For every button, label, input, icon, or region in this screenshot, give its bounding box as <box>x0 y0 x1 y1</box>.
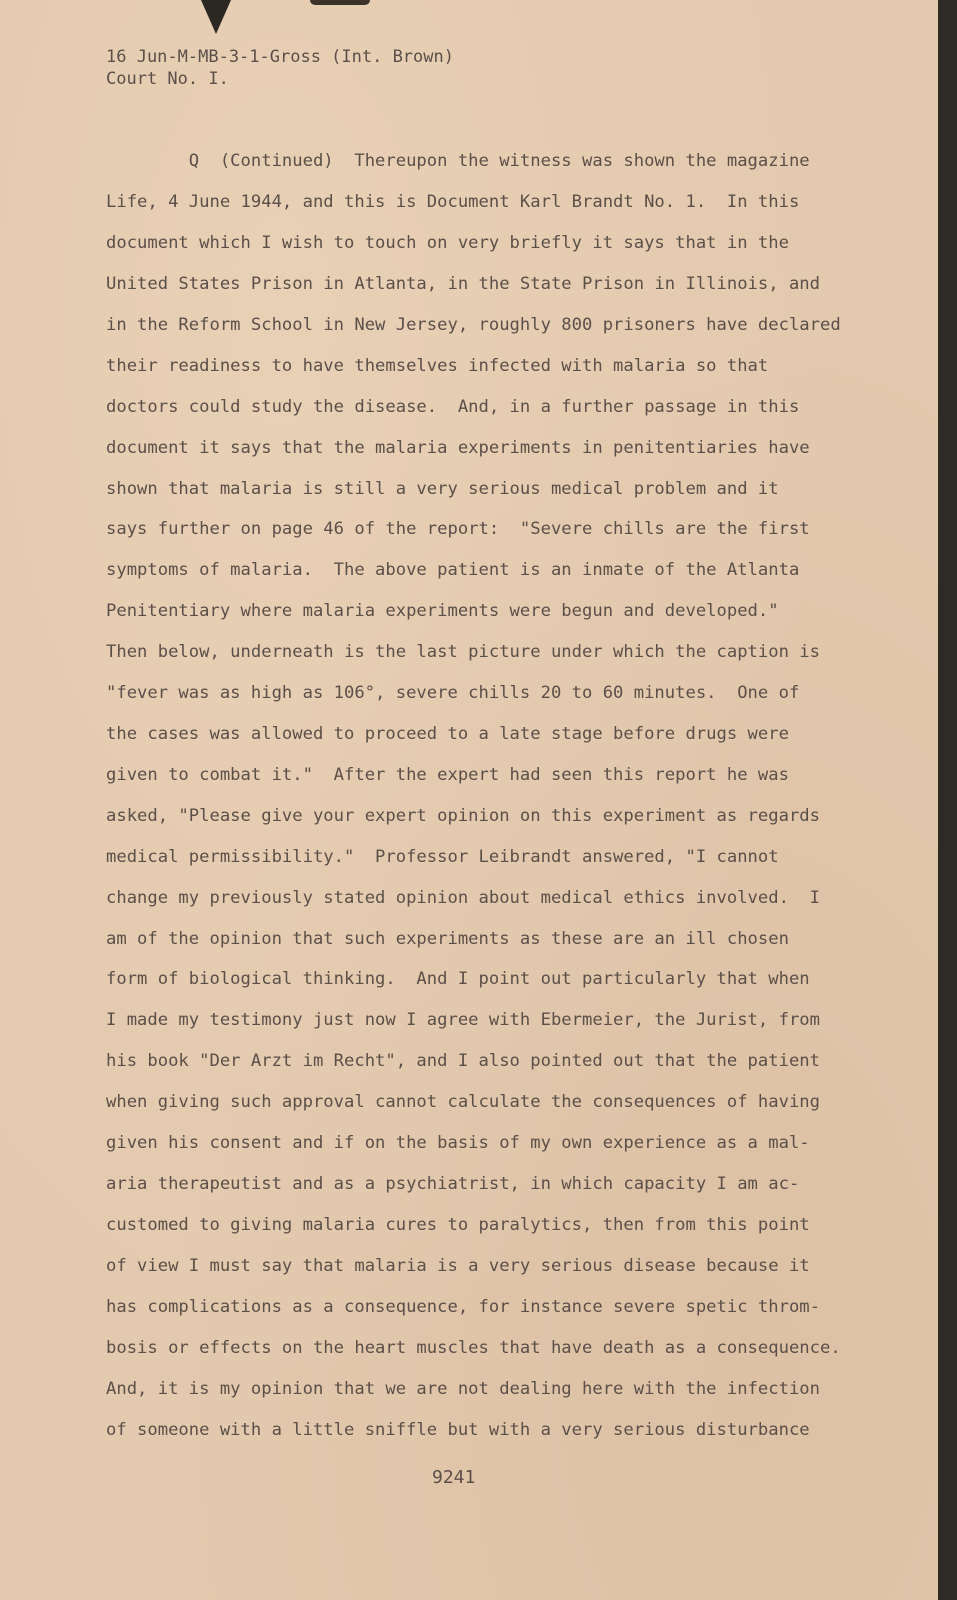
body-line: given his consent and if on the basis of my own experience as a mal- <box>106 1133 810 1153</box>
body-line: his book "Der Arzt im Recht", and I also pointed out that the patient <box>106 1051 820 1071</box>
body-line: when giving such approval cannot calculate the consequences of having <box>106 1092 820 1112</box>
body-line: the cases was allowed to proceed to a late stage before drugs were <box>106 724 789 744</box>
body-line: in the Reform School in New Jersey, roughly 800 prisoners have declared <box>106 315 841 335</box>
body-line: document it says that the malaria experiments in penitentiaries have <box>106 438 810 458</box>
body-line: change my previously stated opinion about medical ethics involved. I <box>106 888 820 908</box>
body-line: of someone with a little sniffle but with a very serious disturbance <box>106 1420 810 1440</box>
body-line: doctors could study the disease. And, in a further passage in this <box>106 397 800 417</box>
body-line: symptoms of malaria. The above patient is an inmate of the Atlanta <box>106 560 800 580</box>
body-line: says further on page 46 of the report: "Severe chills are the first <box>106 519 810 539</box>
body-line: form of biological thinking. And I point out particularly that when <box>106 969 810 989</box>
body-line: asked, "Please give your expert opinion on this experiment as regards <box>106 806 820 826</box>
body-line: aria therapeutist and as a psychiatrist, in which capacity I am ac- <box>106 1174 800 1194</box>
top-edge-tear <box>310 0 370 5</box>
body-line: And, it is my opinion that we are not dealing here with the infection <box>106 1379 820 1399</box>
header-court-line: Court No. I. <box>106 69 229 89</box>
body-line: I made my testimony just now I agree with Ebermeier, the Jurist, from <box>106 1010 820 1030</box>
scan-background-edge <box>938 0 957 1600</box>
body-line: Life, 4 June 1944, and this is Document Karl Brandt No. 1. In this <box>106 192 800 212</box>
body-line: has complications as a consequence, for instance severe spetic throm- <box>106 1297 820 1317</box>
body-line: bosis or effects on the heart muscles that have death as a consequence. <box>106 1338 841 1358</box>
body-line: their readiness to have themselves infected with malaria so that <box>106 356 769 376</box>
body-line: given to combat it." After the expert had seen this report he was <box>106 765 789 785</box>
body-line: am of the opinion that such experiments as these are an ill chosen <box>106 929 789 949</box>
page-number: 9241 <box>432 1467 476 1488</box>
body-line: document which I wish to touch on very briefly it says that in the <box>106 233 789 253</box>
body-line: United States Prison in Atlanta, in the State Prison in Illinois, and <box>106 274 820 294</box>
body-line: Q (Continued) Thereupon the witness was shown the magazine <box>106 151 810 171</box>
body-line: "fever was as high as 106°, severe chills 20 to 60 minutes. One of <box>106 683 800 703</box>
body-line: medical permissibility." Professor Leibrandt answered, "I cannot <box>106 847 779 867</box>
punch-notch <box>201 0 231 34</box>
header-reference-line: 16 Jun-M-MB-3-1-Gross (Int. Brown) <box>106 47 454 67</box>
body-line: Penitentiary where malaria experiments were begun and developed." <box>106 601 779 621</box>
body-line: of view I must say that malaria is a very serious disease because it <box>106 1256 810 1276</box>
body-line: customed to giving malaria cures to paralytics, then from this point <box>106 1215 810 1235</box>
body-line: Then below, underneath is the last picture under which the caption is <box>106 642 820 662</box>
body-line: shown that malaria is still a very serious medical problem and it <box>106 479 779 499</box>
